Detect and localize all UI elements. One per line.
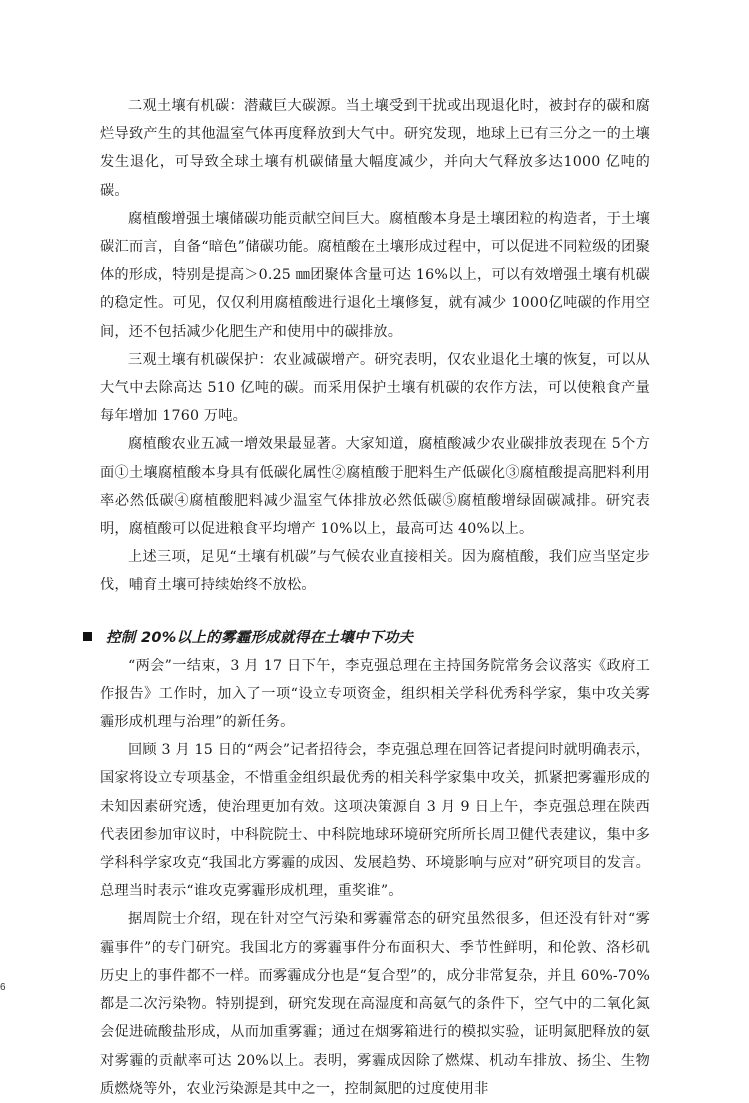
paragraph: 回顾 3 月 15 日的“两会”记者招待会，李克强总理在回答记者提问时就明确表示，国家将设立专项基金，不惜重金组织最优秀的相关科学家集中攻关，抓紧把雾霾形成的未知因素研究透，使治理更加有效。这项决策源自 3 月 9 日上午，李克强总理在陕西代表团参加审议时，中科院院士、中科院地球环境研究所所长周卫健代表建议，集中多学科科学家攻克“我国北方雾霾的成因、发展趋势、环境影响与应对”研究项目的发言。总理当时表示“谁攻克雾霾形成机理，重奖谁”。 (100, 742, 650, 900)
paragraph: 二观土壤有机碳：潜藏巨大碳源。当土壤受到干扰或出现退化时，被封存的碳和腐烂导致产生的其他温室气体再度释放到大气中。研究发现，地球上已有三分之一的土壤发生退化，可导致全球土壤有机碳储量大幅度减少，并向大气释放多达1000 亿吨的碳。 (100, 98, 650, 199)
paragraph: 三观土壤有机碳保护：农业减碳增产。研究表明，仅农业退化土壤的恢复，可以从大气中去除高达 510 亿吨的碳。而采用保护土壤有机碳的农作方法，可以使粮食产量每年增加 1760 万吨。 (100, 351, 650, 425)
document-body (100, 92, 650, 1103)
paragraph: 上述三项，足见“土壤有机碳”与气候农业直接相关。因为腐植酸，我们应当坚定步伐，哺育土壤可持续始终不放松。 (100, 549, 650, 594)
paragraph: “两会”一结束，3 月 17 日下午，李克强总理在主持国务院常务会议落实《政府工作报告》工作时，加入了一项“设立专项资金，组织相关学科优秀科学家，集中攻关雾霾形成机理与治理”的新任务。 (100, 657, 650, 731)
page-number: 6 (0, 982, 6, 993)
paragraph: 据周院士介绍，现在针对空气污染和雾霾常态的研究虽然很多，但还没有针对“雾霾事件”的专门研究。我国北方的雾霾事件分布面积大、季节性鲜明，和伦敦、洛杉矶历史上的事件都不一样。而雾霾成分也是“复合型”的，成分非常复杂，并且 60%-70%都是二次污染物。特别提到，研究发现在高湿度和高氨气的条件下，空气中的二氧化氮会促进硫酸盐形成，从而加重雾霾；通过在烟雾箱进行的模拟实验，证明氮肥释放的氨对雾霾的贡献率可达 20%以上。表明，雾霾成因除了燃煤、机动车排放、扬尘、生物质燃烧等外，农业污染源是其中之一，控制氮肥的过度使用非 (100, 911, 650, 1097)
paragraph: 腐植酸增强土壤储碳功能贡献空间巨大。腐植酸本身是土壤团粒的构造者，于土壤碳汇而言，自备“暗色”储碳功能。腐植酸在土壤形成过程中，可以促进不同粒级的团聚体的形成，特别是提高＞0.25 ㎜团聚体含量可达 16%以上，可以有效增强土壤有机碳的稳定性。可见，仅仅利用腐植酸进行退化土壤修复，就有减少 1000亿吨碳的作用空间，还不包括减少化肥生产和使用中的碳排放。 (100, 210, 650, 340)
paragraph: 腐植酸农业五减一增效果最显著。大家知道，腐植酸减少农业碳排放表现在 5个方面①土壤腐植酸本身具有低碳化属性②腐植酸于肥料生产低碳化③腐植酸提高肥料利用率必然低碳④腐植酸肥料减少温室气体排放必然低碳⑤腐植酸增绿固碳减排。研究表明，腐植酸可以促进粮食平均增产 10%以上，最高可达 40%以上。 (100, 436, 650, 538)
section-heading (83, 622, 633, 652)
square-bullet-icon (83, 632, 92, 641)
section-heading-text: 控制 20%以上的雾霾形成就得在土壤中下功夫 (106, 630, 414, 647)
